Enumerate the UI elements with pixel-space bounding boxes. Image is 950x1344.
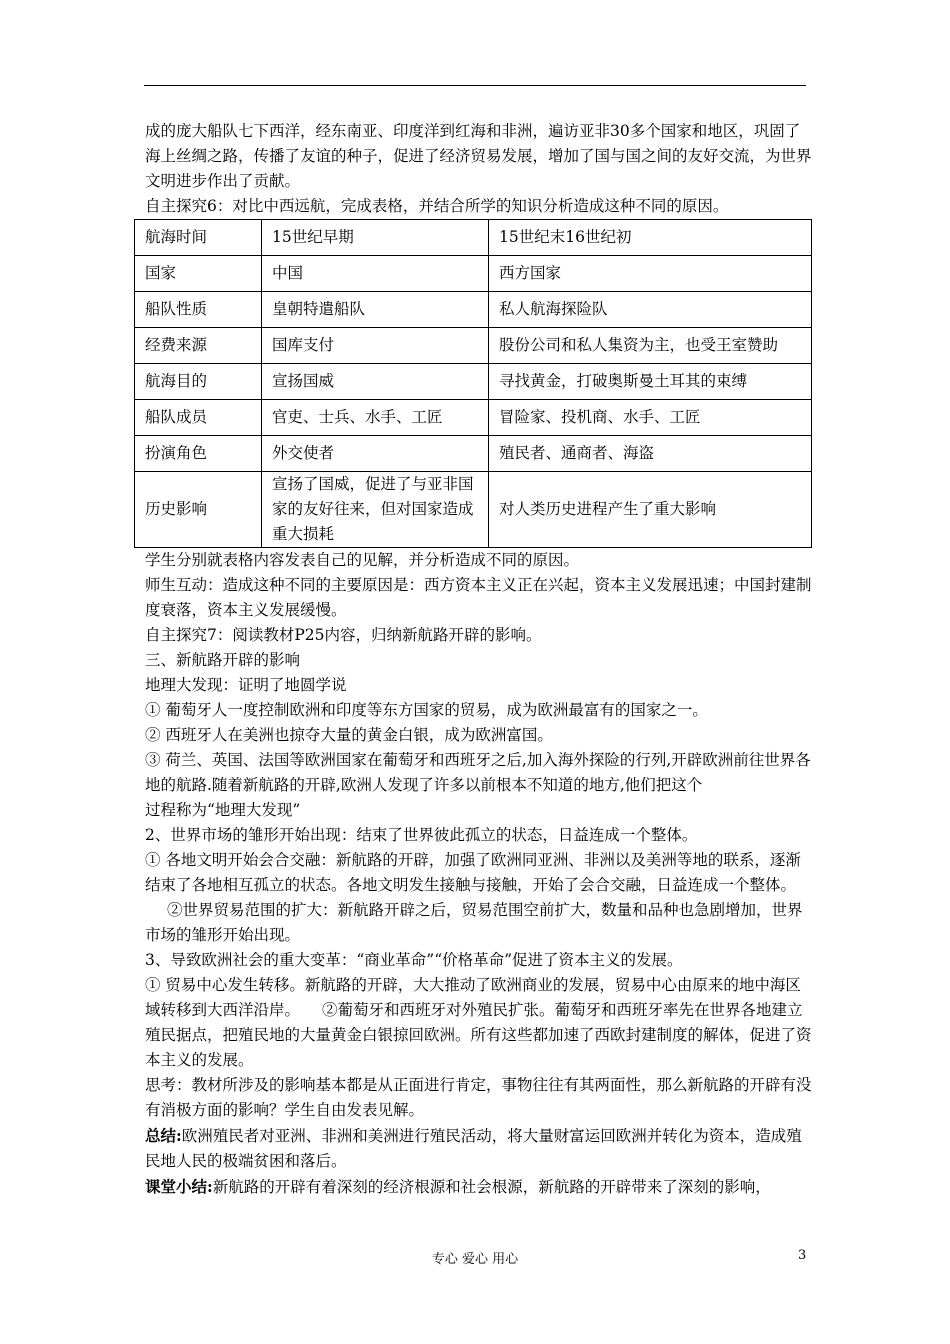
table-cell: 西方国家	[489, 256, 812, 292]
comparison-table	[134, 219, 812, 548]
world-market-point-b: ②世界贸易范围的扩大：新航路开辟之后，贸易范围空前扩大，数量和品种也急剧增加，世界市场的雏形开始出现。	[145, 901, 803, 944]
table-cell: 寻找黄金，打破奥斯曼土耳其的束缚	[489, 364, 812, 400]
table-cell: 船队性质	[135, 292, 262, 328]
paragraph-world-market-detail	[145, 848, 813, 948]
class-summary-text: 新航路的开辟有着深刻的经济根源和社会根源，新航路的开辟带来了深刻的影响，	[212, 1178, 771, 1196]
paragraph-zhenghe: 成的庞大船队七下西洋，经东南亚、印度洋到红海和非洲，遍访亚非30多个国家和地区，巩固了海上丝绸之路，传播了友谊的种子，促进了经济贸易发展，增加了国与国之间的友好交流，为世界文明进步作出了贡献。	[145, 122, 812, 190]
table-cell: 冒险家、投机商、水手、工匠	[489, 400, 812, 436]
paragraph-spain: ② 西班牙人在美洲也掠夺大量的黄金白银，成为欧洲富国。	[145, 726, 553, 744]
comparison-table-body	[135, 220, 812, 548]
paragraph-task-6: 自主探究6：对比中西远航，完成表格，并结合所学的知识分析造成这种不同的原因。	[145, 197, 729, 215]
page-content	[145, 119, 813, 1200]
paragraph-interaction: 师生互动：造成这种不同的主要原因是：西方资本主义正在兴起，资本主义发展迅速；中国封建制度衰落，资本主义发展缓慢。	[145, 576, 812, 619]
table-cell: 历史影响	[135, 472, 262, 548]
table-cell: 殖民者、通商者、海盗	[489, 436, 812, 472]
footer-motto: 专心 爱心 用心	[431, 1252, 519, 1267]
table-cell: 船队成员	[135, 400, 262, 436]
table-cell: 对人类历史进程产生了重大影响	[489, 472, 812, 548]
header-rule	[144, 85, 806, 86]
paragraph-netherlands: ③ 荷兰、英国、法国等欧洲国家在葡萄牙和西班牙之后,加入海外探险的行列,开辟欧洲前往世界各地的航路.随着新航路的开辟,欧洲人发现了许多以前根本不知道的地方,他们把这个	[145, 751, 811, 794]
table-cell: 扮演角色	[135, 436, 262, 472]
table-cell: 航海目的	[135, 364, 262, 400]
paragraph-class-summary	[145, 1174, 813, 1200]
table-row	[135, 292, 812, 328]
paragraph-task-7: 自主探究7：阅读教材P25内容，归纳新航路开辟的影响。	[145, 626, 542, 644]
social-change-point-a: ① 贸易中心发生转移。新航路的开辟，大大推动了欧洲商业的发展，贸易中心由原来的地中海区域转移到大西洋沿岸。	[145, 976, 801, 1019]
table-row	[135, 328, 812, 364]
table-cell: 国库支付	[262, 328, 489, 364]
table-cell: 官吏、士兵、水手、工匠	[262, 400, 489, 436]
table-cell: 航海时间	[135, 220, 262, 256]
paragraph-geo-term: 过程称为“地理大发现”	[145, 801, 301, 819]
paragraph-student-views: 学生分别就表格内容发表自己的见解，并分析造成不同的原因。	[145, 551, 580, 569]
summary-label: 总结:	[145, 1126, 182, 1145]
paragraph-social-change: 3、导致欧洲社会的重大变革：“商业革命”“价格革命”促进了资本主义的发展。	[145, 951, 683, 969]
world-market-point-a: ① 各地文明开始会合交融：新航路的开辟，加强了欧洲同亚洲、非洲以及美洲等地的联系，逐渐结束了各地相互孤立的状态。各地文明发生接触与接触，开始了会合交融，日益连成一个整体。	[145, 851, 801, 894]
table-row	[135, 436, 812, 472]
table-row	[135, 364, 812, 400]
table-cell: 15世纪早期	[262, 220, 489, 256]
table-cell: 股份公司和私人集资为主，也受王室赞助	[489, 328, 812, 364]
table-cell: 经费来源	[135, 328, 262, 364]
paragraph-social-change-detail	[145, 973, 813, 1073]
paragraph-geo-discovery: 地理大发现：证明了地圆学说	[145, 676, 347, 694]
table-cell: 私人航海探险队	[489, 292, 812, 328]
paragraph-think: 思考：教材所涉及的影响基本都是从正面进行肯定，事物往往有其两面性，那么新航路的开辟有没有消极方面的影响？学生自由发表见解。	[145, 1076, 812, 1119]
paragraph-summary	[145, 1123, 813, 1174]
table-cell: 国家	[135, 256, 262, 292]
summary-text: 欧洲殖民者对亚洲、非洲和美洲进行殖民活动，将大量财富运回欧洲并转化为资本，造成殖民地人民的极端贫困和落后。	[145, 1127, 802, 1170]
class-summary-label: 课堂小结:	[145, 1177, 213, 1196]
section-heading-impact: 三、新航路开辟的影响	[145, 651, 301, 669]
table-cell: 外交使者	[262, 436, 489, 472]
paragraph-world-market: 2、世界市场的雏形开始出现：结束了世界彼此孤立的状态，日益连成一个整体。	[145, 826, 698, 844]
table-cell: 皇朝特遣船队	[262, 292, 489, 328]
table-row	[135, 256, 812, 292]
social-change-point-b: ②葡萄牙和西班牙对外殖民扩张。葡萄牙和西班牙率先在世界各地建立殖民据点，把殖民地的大量黄金白银掠回欧洲。所有这些都加速了西欧封建制度的解体，促进了资本主义的发展。	[145, 1001, 812, 1069]
paragraph-portugal: ① 葡萄牙人一度控制欧洲和印度等东方国家的贸易，成为欧洲最富有的国家之一。	[145, 701, 708, 719]
table-cell: 宣扬国威	[262, 364, 489, 400]
table-row	[135, 220, 812, 256]
table-row	[135, 400, 812, 436]
table-row	[135, 472, 812, 548]
table-cell: 15世纪末16世纪初	[489, 220, 812, 256]
table-cell: 宣扬了国威，促进了与亚非国家的友好往来，但对国家造成重大损耗	[262, 472, 489, 548]
table-cell: 中国	[262, 256, 489, 292]
page-number: 3	[798, 1248, 807, 1263]
